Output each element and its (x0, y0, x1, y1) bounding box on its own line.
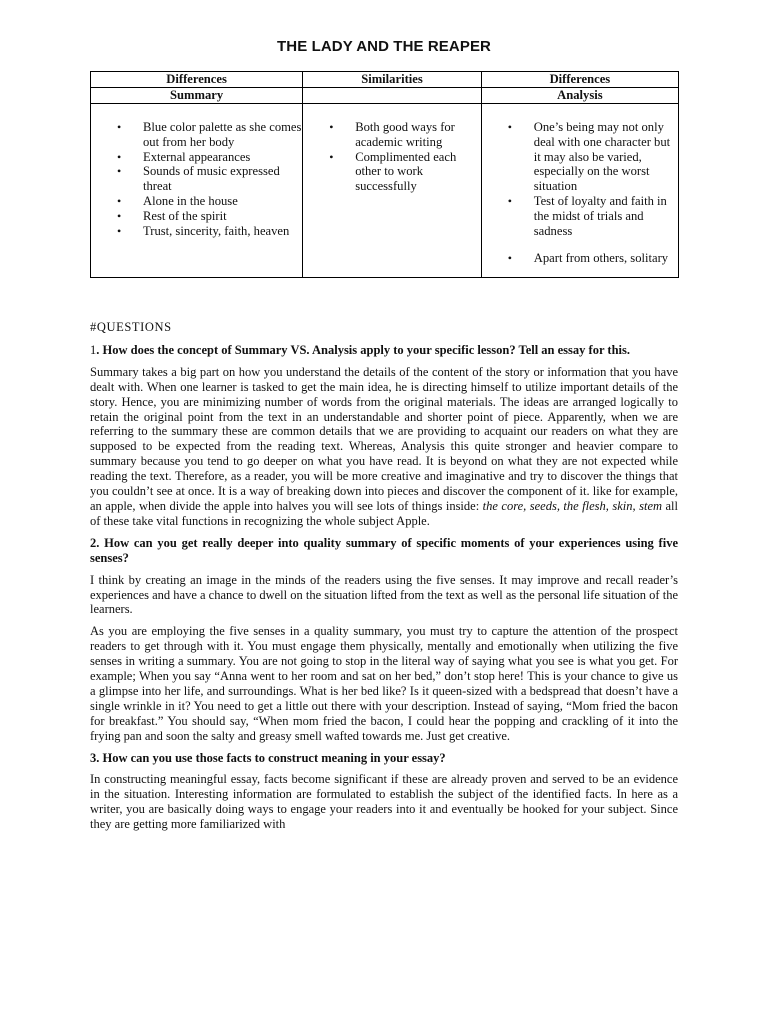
list-item: • Alone in the house (91, 194, 302, 209)
essay-body (90, 320, 678, 839)
summary-list (91, 120, 302, 238)
header-summary: Summary (91, 88, 303, 104)
answer-3: In constructing meaningful essay, facts become significant if these are already proven and served to be an evidence in the situation. Interesting information are formulated to establish the subject of the identified facts. In here as a writer, you are basically doing ways to engage your readers into it and eventually be hooked for your subject. Since they are getting more familiarized with (90, 772, 678, 832)
list-item: • External appearances (91, 150, 302, 165)
list-item: • Rest of the spirit (91, 209, 302, 224)
list-item: • Trust, sincerity, faith, heaven (91, 224, 302, 239)
answer-1: Summary takes a big part on how you understand the details of the content of the story or information that you have dealt with. When one learner is tasked to get the main idea, he is directing himself to utilize important details of the story. Hence, you are minimizing number of words from the original materials. The ideas are arranged logically to retain the original point from the text in an understandable and shorter point of piece. Apparently, when we are referring to the summary these are common details that we are providing to acquaint our readers on what they are supposed to be expected from the reading text. Whereas, Analysis this quite stronger and heavier compare to summary because you tend to go deeper on what you have read. It is beyond on what they are not expected while reading the text. Therefore, as a reader, you will be more creative and imaginative and try to discover the things that you couldn’t see at once. It is a way of breaking down into pieces and discover the component of it. like for example, an apple, when divide the apple into halves you will see lots of things inside: the core, seeds, the flesh, skin, stem all of these take vital functions in recognizing the whole subject Apple. (90, 364, 678, 528)
questions-heading: #QUESTIONS (90, 320, 172, 334)
header-analysis: Analysis (481, 88, 678, 104)
header-similarities: Similarities (303, 72, 482, 88)
question-1-text: . How does the concept of Summary VS. Analysis apply to your specific lesson? Tell an essay for this. (96, 342, 630, 357)
comparison-table (90, 71, 679, 278)
header-differences-left: Differences (91, 72, 303, 88)
question-1-number: 1 (90, 342, 97, 357)
header-differences-right: Differences (481, 72, 678, 88)
similarities-cell (303, 104, 482, 278)
list-item: • Both good ways for academic writing (303, 120, 481, 150)
list-item: • Complimented each other to work successfully (303, 150, 481, 194)
question-1 (90, 343, 678, 358)
similarities-list (303, 120, 481, 194)
question-3: 3. How can you use those facts to construct meaning in your essay? (90, 750, 446, 765)
list-item: • Blue color palette as she comes out from her body (91, 120, 302, 150)
header-empty (303, 88, 482, 104)
summary-cell (91, 104, 303, 278)
answer-1-italic: the core, seeds, the flesh, skin, stem (482, 498, 663, 513)
list-item: • Sounds of music expressed threat (91, 164, 302, 194)
answer-2-paragraph-1: I think by creating an image in the minds of the readers using the five senses. It may improve and recall reader’s experiences and have a chance to dwell on the situation lifted from the text as well as the personal life situation of the learners. (90, 572, 678, 617)
list-item: • One’s being may not only deal with one character but it may also be varied, especially on the worst situation (482, 120, 678, 194)
analysis-cell (481, 104, 678, 278)
analysis-list (482, 120, 678, 266)
list-item: • Apart from others, solitary (482, 251, 678, 266)
document-title: THE LADY AND THE REAPER (277, 38, 491, 55)
list-item: • Test of loyalty and faith in the midst of trials and sadness (482, 194, 678, 238)
question-2: 2. How can you get really deeper into quality summary of specific moments of your experiences using five senses? (90, 535, 678, 565)
answer-2-paragraph-2: As you are employing the five senses in a quality summary, you must try to capture the attention of the prospect readers to get through with it. You must engage them physically, mentally and emotionally when utilizing the five senses in writing a summary. You are not going to stop in the literal way of saying what you see is what you get. For example; When you say “Anna went to her room and sat on her bed,” don’t stop here! This is your chance to give us a glimpse into her life, and surroundings. What is her bed like? Is it queen-sized with a bedspread that doesn’t have a single wrinkle in it? You need to get a little out there with your description. Instead of saying, “Mom fried the bacon for breakfast.” You should say, “When mom fried the bacon, I could hear the popping and crackling of it into the frying pan and soon the salty and greasy smell wafted towards me. Just get creative. (90, 624, 678, 743)
